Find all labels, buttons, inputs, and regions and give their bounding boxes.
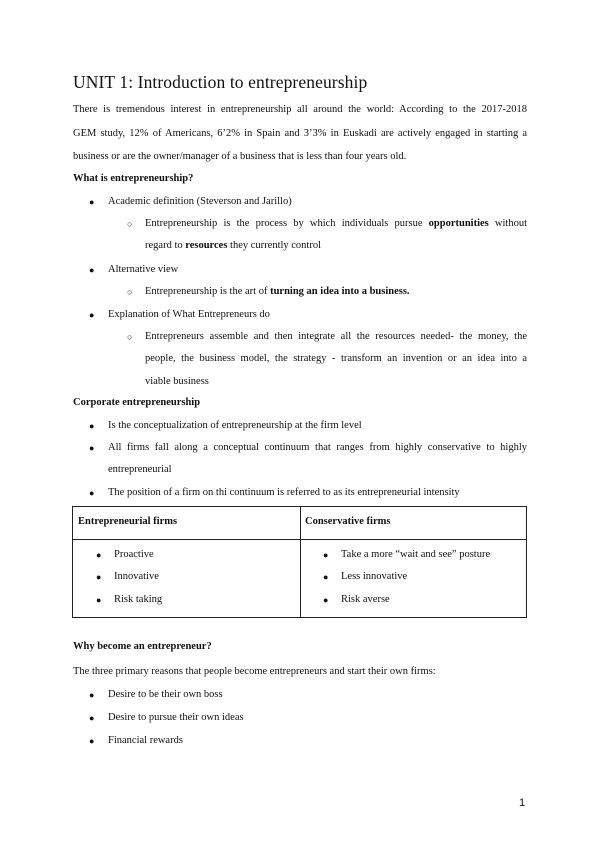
explanation-def-line-1: Entrepreneurs assemble and then integrate all the resources needed- the money, the [145,331,527,342]
academic-def-line-1: Entrepreneurship is the process by which individuals pursue opportunities without [145,218,527,229]
table-cell: Risk averse [341,594,390,605]
bullet-icon: ● [96,595,102,605]
table-header-entrepreneurial: Entrepreneurial firms [78,516,178,527]
explanation-def-line-3: viable business [145,376,209,387]
list-item: Financial rewards [108,735,183,746]
intro-line-3: business or are the owner/manager of a business that is less than four years old. [73,151,407,162]
table-cell: Take a more “wait and see” posture [341,549,491,560]
bullet-icon: ● [323,550,329,560]
circle-bullet-icon: ○ [127,287,133,297]
list-item: Desire to be their own boss [108,689,223,700]
bullet-icon: ● [89,690,95,700]
list-item: Desire to pursue their own ideas [108,712,244,723]
bullet-icon: ● [89,265,95,275]
alternative-view: Alternative view [108,264,179,275]
alternative-def: Entrepreneurship is the art of turning an idea into a business. [145,286,410,297]
bullet-icon: ● [323,572,329,582]
intro-line-1: There is tremendous interest in entrepreneurship all around the world: According to the 2017-2018 [73,104,527,115]
bullet-icon: ● [89,488,95,498]
corporate-heading: Corporate entrepreneurship [73,397,201,408]
table-cell: Proactive [114,549,154,560]
corporate-bullet-2-line-1: All firms fall along a conceptual continuum that ranges from highly conservative to highly [108,442,527,453]
table-cell: Less innovative [341,571,408,582]
bullet-icon: ● [89,736,95,746]
bullet-icon: ● [89,421,95,431]
circle-bullet-icon: ○ [127,219,133,229]
table-cell: Risk taking [114,594,163,605]
bullet-icon: ● [323,595,329,605]
bullet-icon: ● [89,713,95,723]
bullet-icon: ● [96,550,102,560]
page-number: 1 [519,797,526,809]
page-title: UNIT 1: Introduction to entrepreneurship [73,72,368,92]
explanation-def-line-2: people, the business model, the strategy - transform an invention or an idea into a [145,353,527,364]
corporate-bullet-1: Is the conceptualization of entrepreneurship at the firm level [108,420,362,431]
bullet-icon: ● [89,310,95,320]
corporate-bullet-3: The position of a firm on thi continuum is referred to as its entrepreneurial intensity [108,487,460,498]
bullet-icon: ● [96,572,102,582]
academic-definition: Academic definition (Steverson and Jarillo) [108,196,292,207]
table-header-conservative: Conservative firms [305,516,391,527]
circle-bullet-icon: ○ [127,332,133,342]
explanation: Explanation of What Entrepreneurs do [108,309,270,320]
bullet-icon: ● [89,197,95,207]
why-intro: The three primary reasons that people become entrepreneurs and start their own firms: [73,666,436,677]
firms-comparison-table [72,506,527,618]
corporate-bullet-2-line-2: entrepreneurial [108,464,172,475]
intro-line-2: GEM study, 12% of Americans, 6’2% in Spain and 3’3% in Euskadi are actively engaged in starting a [73,128,527,139]
bullet-icon: ● [89,443,95,453]
what-heading: What is entrepreneurship? [73,173,194,184]
table-cell: Innovative [114,571,159,582]
table-column-divider [300,507,301,617]
why-heading: Why become an entrepreneur? [73,641,212,652]
academic-def-line-2: regard to resources they currently control [145,240,322,251]
